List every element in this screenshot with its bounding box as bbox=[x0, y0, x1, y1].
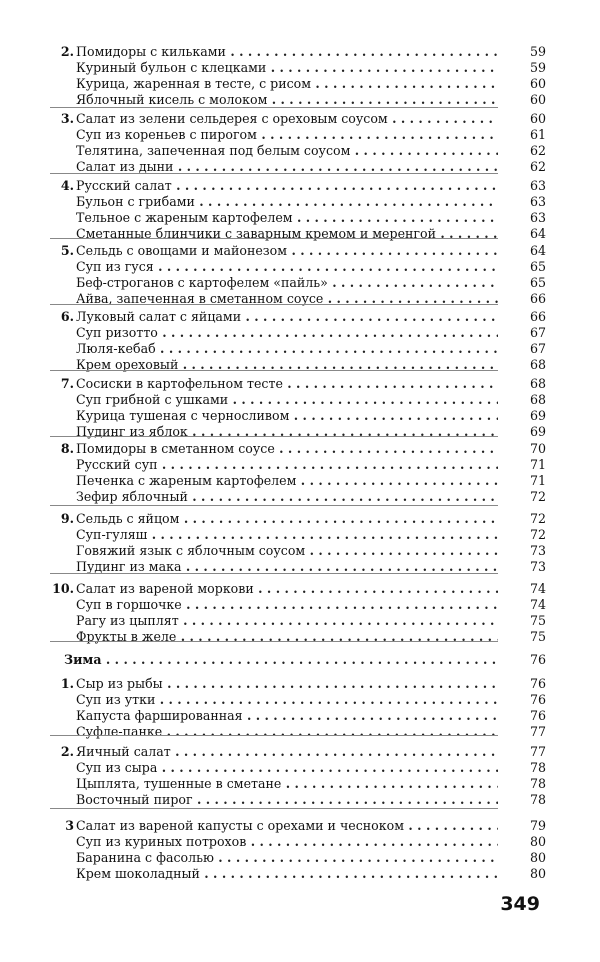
menu-group bbox=[50, 441, 550, 505]
entry-title: Капуста фаршированная . . . bbox=[76, 708, 498, 724]
entry-page: 76 bbox=[529, 676, 546, 691]
toc-entry bbox=[50, 692, 550, 708]
entry-page: 73 bbox=[529, 543, 546, 558]
entry-title: Фрукты в желе . . . bbox=[76, 629, 498, 645]
toc-entry bbox=[50, 60, 550, 76]
group-number: 1. bbox=[60, 676, 74, 691]
entry-page: 72 bbox=[529, 489, 546, 504]
toc-entry bbox=[50, 111, 550, 127]
entry-page: 69 bbox=[529, 424, 546, 439]
entry-title: Бульон с грибами . . . bbox=[76, 194, 498, 210]
entry-title: Курица, жаренная в тесте, с рисом . . . bbox=[76, 76, 498, 92]
toc-entry bbox=[50, 127, 550, 143]
toc-entry bbox=[50, 652, 550, 668]
entry-title: Цыплята, тушенные в сметане . . . bbox=[76, 776, 498, 792]
entry-page: 62 bbox=[529, 143, 546, 158]
entry-page: 68 bbox=[529, 392, 546, 407]
entry-title: Помидоры с кильками . . . bbox=[76, 44, 498, 60]
entry-title: Суп-гуляш . . . bbox=[76, 527, 498, 543]
entry-page: 75 bbox=[529, 613, 546, 628]
section-divider bbox=[50, 808, 498, 809]
toc-entry bbox=[50, 473, 550, 489]
entry-page: 60 bbox=[529, 111, 546, 126]
entry-title: Суп из сыра . . . bbox=[76, 760, 498, 776]
entry-page: 73 bbox=[529, 559, 546, 574]
toc-entry bbox=[50, 457, 550, 473]
section-divider bbox=[50, 173, 498, 174]
toc-entry bbox=[50, 210, 550, 226]
toc-entry bbox=[50, 143, 550, 159]
entry-page: 62 bbox=[529, 159, 546, 174]
group-number: 3. bbox=[60, 111, 74, 126]
menu-group bbox=[50, 744, 550, 808]
section-divider bbox=[50, 573, 498, 574]
group-number: 9. bbox=[60, 511, 74, 526]
entry-page: 59 bbox=[529, 44, 546, 59]
entry-title: Помидоры в сметанном соусе . . . bbox=[76, 441, 498, 457]
menu-group bbox=[50, 581, 550, 645]
group-number: 7. bbox=[60, 376, 74, 391]
entry-title: Салат из вареной моркови . . . bbox=[76, 581, 498, 597]
entry-page: 79 bbox=[529, 818, 546, 833]
toc-entry bbox=[50, 744, 550, 760]
season-page: 76 bbox=[529, 652, 546, 667]
entry-title: Суфле-панке . . . bbox=[76, 724, 498, 740]
entry-page: 67 bbox=[529, 325, 546, 340]
toc-entry bbox=[50, 325, 550, 341]
entry-page: 80 bbox=[529, 850, 546, 865]
entry-page: 77 bbox=[529, 744, 546, 759]
toc-entry bbox=[50, 194, 550, 210]
entry-title: Пудинг из яблок . . . bbox=[76, 424, 498, 440]
entry-page: 65 bbox=[529, 275, 546, 290]
toc-entry bbox=[50, 226, 550, 242]
menu-group bbox=[50, 243, 550, 307]
entry-page: 60 bbox=[529, 76, 546, 91]
season-heading bbox=[50, 652, 550, 668]
entry-page: 70 bbox=[529, 441, 546, 456]
entry-title: Сметанные блинчики с заварным кремом и меренгой . . . bbox=[76, 226, 498, 242]
entry-page: 76 bbox=[529, 708, 546, 723]
toc-entry bbox=[50, 834, 550, 850]
entry-page: 63 bbox=[529, 178, 546, 193]
toc-entry bbox=[50, 511, 550, 527]
section-divider bbox=[50, 238, 498, 239]
entry-page: 72 bbox=[529, 511, 546, 526]
toc-entry bbox=[50, 376, 550, 392]
toc-entry bbox=[50, 581, 550, 597]
entry-page: 78 bbox=[529, 760, 546, 775]
entry-title: Яичный салат . . . bbox=[76, 744, 498, 760]
entry-page: 63 bbox=[529, 210, 546, 225]
toc-entry bbox=[50, 818, 550, 834]
group-number: 3 bbox=[65, 818, 74, 833]
entry-page: 59 bbox=[529, 60, 546, 75]
entry-page: 68 bbox=[529, 376, 546, 391]
entry-title: Куриный бульон с клецками . . . bbox=[76, 60, 498, 76]
toc-entry bbox=[50, 341, 550, 357]
entry-title: Рагу из цыплят . . . bbox=[76, 613, 498, 629]
entry-page: 80 bbox=[529, 866, 546, 881]
entry-page: 65 bbox=[529, 259, 546, 274]
entry-page: 76 bbox=[529, 692, 546, 707]
entry-page: 68 bbox=[529, 357, 546, 372]
entry-title: Сосиски в картофельном тесте . . . bbox=[76, 376, 498, 392]
entry-title: Суп грибной с ушками . . . bbox=[76, 392, 498, 408]
toc-entry bbox=[50, 92, 550, 108]
toc-entry bbox=[50, 527, 550, 543]
entry-page: 64 bbox=[529, 243, 546, 258]
toc-entry bbox=[50, 44, 550, 60]
toc-entry bbox=[50, 613, 550, 629]
toc-entry bbox=[50, 441, 550, 457]
entry-title: Тельное с жареным картофелем . . . bbox=[76, 210, 498, 226]
group-number: 2. bbox=[60, 44, 74, 59]
group-number: 5. bbox=[60, 243, 74, 258]
entry-title: Говяжий язык с яблочным соусом . . . bbox=[76, 543, 498, 559]
entry-page: 66 bbox=[529, 309, 546, 324]
menu-group bbox=[50, 511, 550, 575]
entry-title: Русский суп . . . bbox=[76, 457, 498, 473]
menu-group bbox=[50, 178, 550, 242]
entry-title: Русский салат . . . bbox=[76, 178, 498, 194]
entry-page: 67 bbox=[529, 341, 546, 356]
entry-title: Беф-строганов с картофелем «пайль» . . . bbox=[76, 275, 498, 291]
section-divider bbox=[50, 370, 498, 371]
page-number: 349 bbox=[500, 893, 540, 915]
toc-entry bbox=[50, 309, 550, 325]
section-divider bbox=[50, 735, 498, 736]
entry-title: Телятина, запеченная под белым соусом . . . bbox=[76, 143, 498, 159]
toc-entry bbox=[50, 408, 550, 424]
entry-title: Крем ореховый . . . bbox=[76, 357, 498, 373]
entry-page: 60 bbox=[529, 92, 546, 107]
toc-entry bbox=[50, 392, 550, 408]
entry-title: Суп из гуся . . . bbox=[76, 259, 498, 275]
group-number: 6. bbox=[60, 309, 74, 324]
toc-entry bbox=[50, 76, 550, 92]
menu-group bbox=[50, 111, 550, 175]
entry-title: Люля-кебаб . . . bbox=[76, 341, 498, 357]
toc-entry bbox=[50, 259, 550, 275]
group-number: 10. bbox=[52, 581, 74, 596]
entry-title: Суп из утки . . . bbox=[76, 692, 498, 708]
entry-page: 78 bbox=[529, 776, 546, 791]
entry-page: 71 bbox=[529, 473, 546, 488]
entry-title: Сыр из рыбы . . . bbox=[76, 676, 498, 692]
entry-page: 80 bbox=[529, 834, 546, 849]
section-divider bbox=[50, 304, 498, 305]
entry-title: Суп в горшочке . . . bbox=[76, 597, 498, 613]
entry-page: 72 bbox=[529, 527, 546, 542]
entry-page: 64 bbox=[529, 226, 546, 241]
entry-page: 61 bbox=[529, 127, 546, 142]
entry-page: 75 bbox=[529, 629, 546, 644]
toc-entry bbox=[50, 597, 550, 613]
toc-entry bbox=[50, 489, 550, 505]
entry-title: Баранина с фасолью . . . bbox=[76, 850, 498, 866]
toc-entry bbox=[50, 760, 550, 776]
entry-title: Сельдь с овощами и майонезом . . . bbox=[76, 243, 498, 259]
section-divider bbox=[50, 107, 498, 108]
toc-entry bbox=[50, 629, 550, 645]
toc-entry bbox=[50, 792, 550, 808]
toc-entry bbox=[50, 275, 550, 291]
entry-title: Пудинг из мака . . . bbox=[76, 559, 498, 575]
entry-title: Салат из дыни . . . bbox=[76, 159, 498, 175]
toc-entry bbox=[50, 866, 550, 882]
toc-entry bbox=[50, 424, 550, 440]
toc-entry bbox=[50, 776, 550, 792]
entry-page: 71 bbox=[529, 457, 546, 472]
entry-title: Салат из зелени сельдерея с ореховым соусом . . . bbox=[76, 111, 498, 127]
entry-title: Сельдь с яйцом . . . bbox=[76, 511, 498, 527]
section-divider bbox=[50, 505, 498, 506]
toc-entry bbox=[50, 676, 550, 692]
entry-page: 66 bbox=[529, 291, 546, 306]
section-divider bbox=[50, 641, 498, 642]
entry-page: 74 bbox=[529, 581, 546, 596]
group-number: 8. bbox=[60, 441, 74, 456]
entry-page: 77 bbox=[529, 724, 546, 739]
entry-page: 74 bbox=[529, 597, 546, 612]
group-number: 2. bbox=[60, 744, 74, 759]
toc-entry bbox=[50, 543, 550, 559]
menu-group bbox=[50, 376, 550, 440]
toc-entry bbox=[50, 724, 550, 740]
entry-title: Луковый салат с яйцами . . . bbox=[76, 309, 498, 325]
season-label: Зима . . . bbox=[64, 652, 498, 668]
entry-title: Суп ризотто . . . bbox=[76, 325, 498, 341]
menu-group bbox=[50, 818, 550, 882]
group-number: 4. bbox=[60, 178, 74, 193]
toc-entry bbox=[50, 850, 550, 866]
entry-title: Крем шоколадный . . . bbox=[76, 866, 498, 882]
entry-title: Печенка с жареным картофелем . . . bbox=[76, 473, 498, 489]
toc-entry bbox=[50, 243, 550, 259]
menu-group bbox=[50, 309, 550, 373]
section-divider bbox=[50, 436, 498, 437]
entry-title: Салат из вареной капусты с орехами и чесноком . . . bbox=[76, 818, 498, 834]
entry-title: Курица тушеная с черносливом . . . bbox=[76, 408, 498, 424]
entry-page: 78 bbox=[529, 792, 546, 807]
entry-title: Суп из куриных потрохов . . . bbox=[76, 834, 498, 850]
entry-page: 63 bbox=[529, 194, 546, 209]
toc-entry bbox=[50, 178, 550, 194]
entry-title: Яблочный кисель с молоком . . . bbox=[76, 92, 498, 108]
entry-page: 69 bbox=[529, 408, 546, 423]
entry-title: Зефир яблочный . . . bbox=[76, 489, 498, 505]
menu-group bbox=[50, 676, 550, 740]
toc-entry bbox=[50, 708, 550, 724]
entry-title: Айва, запеченная в сметанном соусе . . . bbox=[76, 291, 498, 307]
menu-group bbox=[50, 44, 550, 108]
entry-title: Суп из кореньев с пирогом . . . bbox=[76, 127, 498, 143]
entry-title: Восточный пирог . . . bbox=[76, 792, 498, 808]
